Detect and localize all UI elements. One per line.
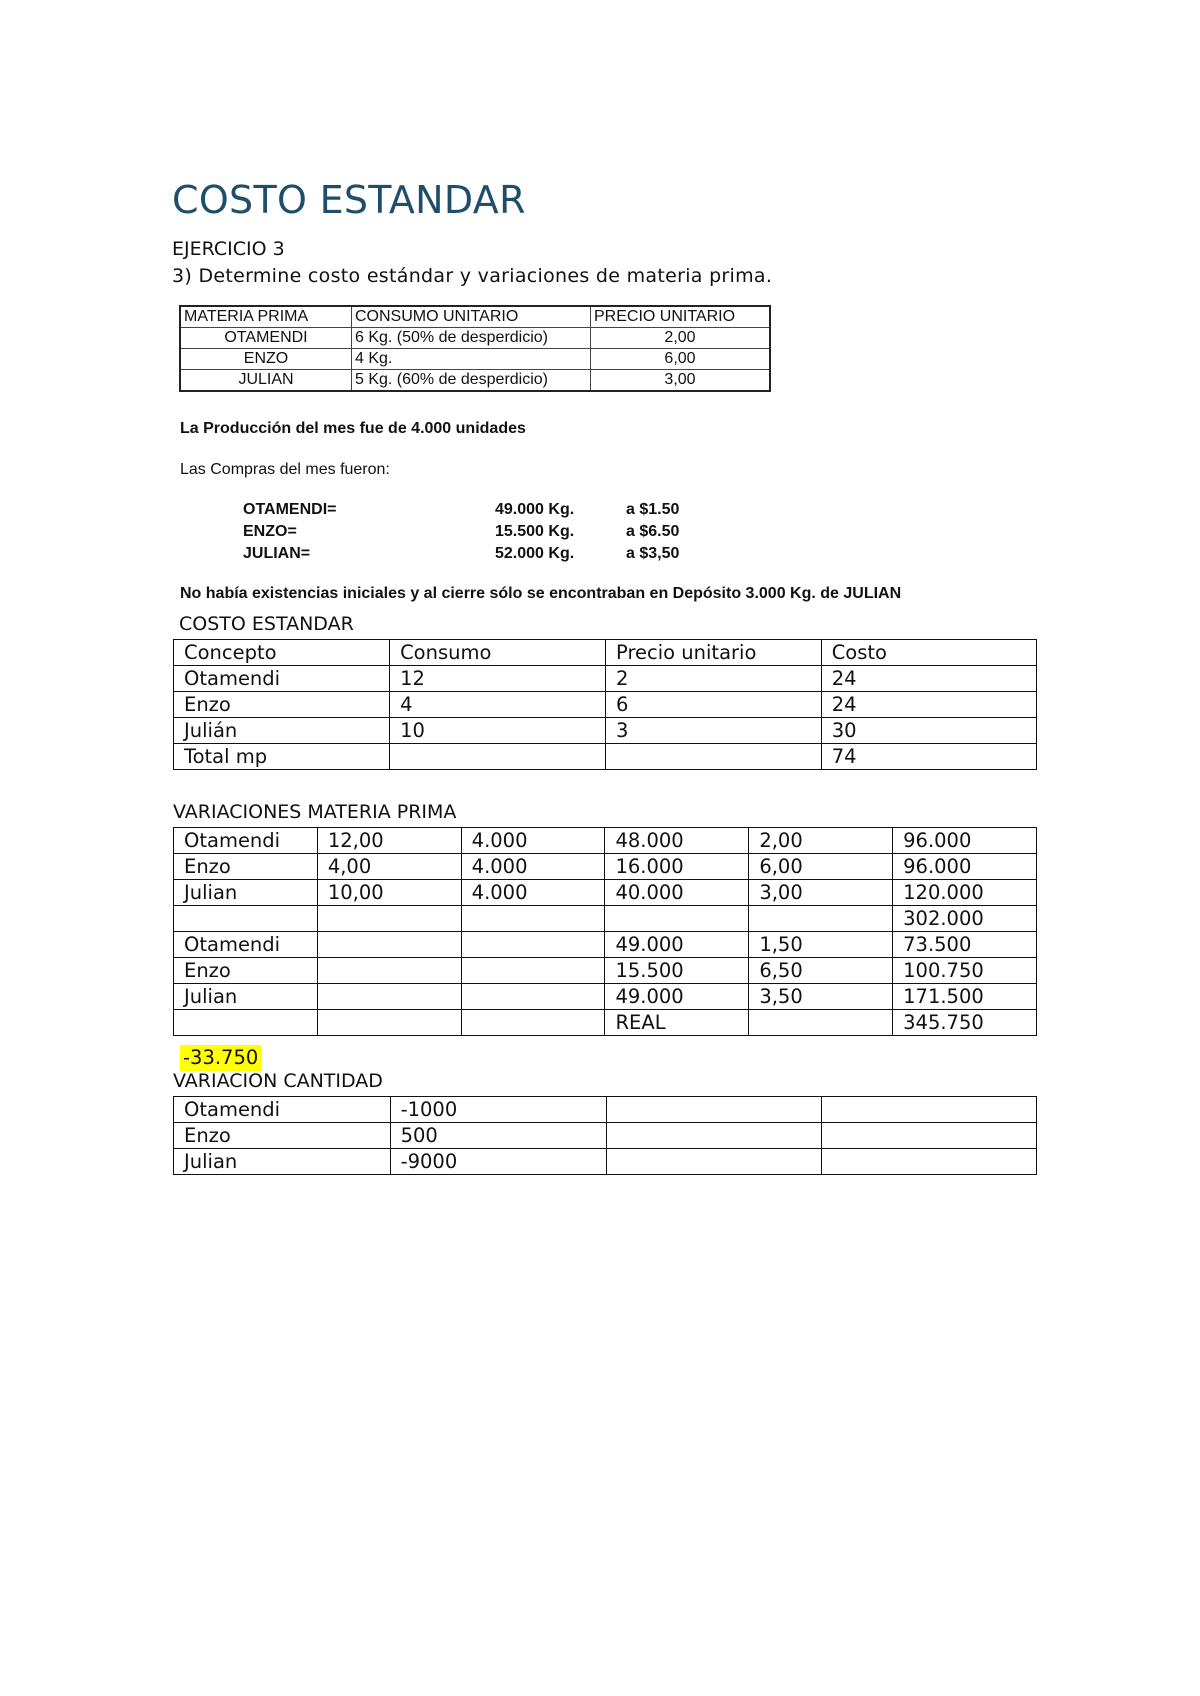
table-cell: Total mp xyxy=(174,744,390,770)
table-cell: 4.000 xyxy=(461,854,605,880)
table-cell xyxy=(390,744,606,770)
table-row xyxy=(180,370,770,392)
raw-material-data-table xyxy=(179,305,771,392)
table-cell xyxy=(174,906,318,932)
document-title: COSTO ESTANDAR xyxy=(172,178,526,222)
table-cell: 171.500 xyxy=(893,984,1037,1010)
table-cell: 96.000 xyxy=(893,854,1037,880)
standard-cost-table xyxy=(173,639,1037,770)
table-cell: 3,00 xyxy=(749,880,893,906)
table-cell xyxy=(606,744,822,770)
table-cell: 6,00 xyxy=(591,349,771,370)
table-cell: 24 xyxy=(821,692,1036,718)
table-row xyxy=(174,958,1037,984)
header-cell: PRECIO UNITARIO xyxy=(591,306,771,328)
table-cell: 4 xyxy=(390,692,606,718)
table-cell: 2 xyxy=(606,666,822,692)
table-cell xyxy=(174,1010,318,1036)
table-cell xyxy=(317,1010,461,1036)
table-cell: 4.000 xyxy=(461,828,605,854)
table-cell: 73.500 xyxy=(893,932,1037,958)
table-cell: OTAMENDI xyxy=(180,328,352,349)
table-cell: 5 Kg. (60% de desperdicio) xyxy=(352,370,591,392)
table-cell: 1,50 xyxy=(749,932,893,958)
table-cell: 74 xyxy=(821,744,1036,770)
purchase-price: a $3,50 xyxy=(626,545,680,562)
table-cell xyxy=(821,1097,1036,1123)
table-cell xyxy=(461,932,605,958)
section-title-costo-estandar: COSTO ESTANDAR xyxy=(179,613,354,635)
table-cell: Otamendi xyxy=(174,828,318,854)
table-row xyxy=(174,1097,1037,1123)
header-cell: MATERIA PRIMA xyxy=(180,306,352,328)
highlighted-difference: -33.750 xyxy=(180,1045,261,1071)
table-cell: 12 xyxy=(390,666,606,692)
exercise-label: EJERCICIO 3 xyxy=(172,238,285,260)
table-cell: 40.000 xyxy=(605,880,749,906)
table-cell: 6,00 xyxy=(749,854,893,880)
table-cell: JULIAN xyxy=(180,370,352,392)
section-title-variaciones: VARIACIONES MATERIA PRIMA xyxy=(173,801,457,823)
table-cell xyxy=(606,1097,821,1123)
purchase-name: ENZO= xyxy=(243,523,297,540)
table-cell xyxy=(317,906,461,932)
exercise-statement: 3) Determine costo estándar y variaciones de materia prima. xyxy=(172,265,773,287)
table-cell: 49.000 xyxy=(605,932,749,958)
table-row xyxy=(180,349,770,370)
table-cell: Precio unitario xyxy=(606,640,822,666)
table-row xyxy=(174,718,1037,744)
inventory-note: No había existencias iniciales y al cierre sólo se encontraban en Depósito 3.000 Kg. de JULIAN xyxy=(180,585,902,602)
table-row xyxy=(174,1123,1037,1149)
table-row xyxy=(174,984,1037,1010)
table-cell: Consumo xyxy=(390,640,606,666)
table-cell: 3,00 xyxy=(591,370,771,392)
table-cell xyxy=(605,906,749,932)
table-row xyxy=(174,932,1037,958)
table-cell: ENZO xyxy=(180,349,352,370)
table-cell: -1000 xyxy=(390,1097,606,1123)
table-cell xyxy=(317,958,461,984)
table-row xyxy=(174,666,1037,692)
table-cell: Julian xyxy=(174,984,318,1010)
table-cell: 4.000 xyxy=(461,880,605,906)
table-cell xyxy=(749,906,893,932)
table-cell: Julian xyxy=(174,1149,391,1175)
table-cell xyxy=(821,1123,1036,1149)
table-cell: Julian xyxy=(174,880,318,906)
table-row xyxy=(174,880,1037,906)
table-cell: Otamendi xyxy=(174,666,390,692)
table-cell: 12,00 xyxy=(317,828,461,854)
table-row xyxy=(174,692,1037,718)
table-cell xyxy=(606,1149,821,1175)
table-cell: 24 xyxy=(821,666,1036,692)
table-cell: -9000 xyxy=(390,1149,606,1175)
table-cell: 6 xyxy=(606,692,822,718)
purchase-qty: 52.000 Kg. xyxy=(495,545,575,562)
table-cell xyxy=(606,1123,821,1149)
table-cell: 2,00 xyxy=(591,328,771,349)
table-cell: Concepto xyxy=(174,640,390,666)
table-cell xyxy=(317,984,461,1010)
table-row xyxy=(174,854,1037,880)
table-row xyxy=(180,328,770,349)
table-cell xyxy=(461,984,605,1010)
table-header-row xyxy=(180,306,770,328)
table-cell xyxy=(317,932,461,958)
table-cell xyxy=(461,958,605,984)
table-cell: 15.500 xyxy=(605,958,749,984)
table-cell: 302.000 xyxy=(893,906,1037,932)
table-cell: 10,00 xyxy=(317,880,461,906)
table-cell xyxy=(821,1149,1036,1175)
table-cell: Enzo xyxy=(174,854,318,880)
table-cell: Otamendi xyxy=(174,932,318,958)
table-cell: Enzo xyxy=(174,692,390,718)
table-cell: 3,50 xyxy=(749,984,893,1010)
table-cell: 6 Kg. (50% de desperdicio) xyxy=(352,328,591,349)
table-cell: Enzo xyxy=(174,1123,391,1149)
table-cell: 500 xyxy=(390,1123,606,1149)
table-cell xyxy=(461,906,605,932)
table-row xyxy=(174,1010,1037,1036)
purchase-price: a $6.50 xyxy=(626,523,680,540)
table-row xyxy=(174,906,1037,932)
purchase-name: OTAMENDI= xyxy=(243,501,337,518)
table-cell: Otamendi xyxy=(174,1097,391,1123)
table-cell: 96.000 xyxy=(893,828,1037,854)
table-cell: 6,50 xyxy=(749,958,893,984)
purchase-qty: 15.500 Kg. xyxy=(495,523,575,540)
table-row xyxy=(174,744,1037,770)
table-cell: Julián xyxy=(174,718,390,744)
table-row xyxy=(174,828,1037,854)
table-cell: 3 xyxy=(606,718,822,744)
purchase-price: a $1.50 xyxy=(626,501,680,518)
table-cell: REAL xyxy=(605,1010,749,1036)
table-cell: 49.000 xyxy=(605,984,749,1010)
quantity-variation-table xyxy=(173,1096,1037,1175)
table-cell xyxy=(461,1010,605,1036)
table-row xyxy=(174,640,1037,666)
table-cell: 100.750 xyxy=(893,958,1037,984)
table-cell: Costo xyxy=(821,640,1036,666)
table-row xyxy=(174,1149,1037,1175)
table-cell: 4,00 xyxy=(317,854,461,880)
table-cell: 48.000 xyxy=(605,828,749,854)
table-cell: 10 xyxy=(390,718,606,744)
table-cell: 2,00 xyxy=(749,828,893,854)
table-cell: 30 xyxy=(821,718,1036,744)
purchase-name: JULIAN= xyxy=(243,545,311,562)
table-cell: 4 Kg. xyxy=(352,349,591,370)
table-cell xyxy=(749,1010,893,1036)
production-note: La Producción del mes fue de 4.000 unidades xyxy=(180,420,526,437)
section-title-variacion-cantidad: VARIACION CANTIDAD xyxy=(173,1070,383,1092)
table-cell: 120.000 xyxy=(893,880,1037,906)
header-cell: CONSUMO UNITARIO xyxy=(352,306,591,328)
purchase-qty: 49.000 Kg. xyxy=(495,501,575,518)
variations-table xyxy=(173,827,1037,1036)
table-cell: 345.750 xyxy=(893,1010,1037,1036)
table-cell: Enzo xyxy=(174,958,318,984)
purchases-title: Las Compras del mes fueron: xyxy=(180,461,390,478)
table-cell: 16.000 xyxy=(605,854,749,880)
